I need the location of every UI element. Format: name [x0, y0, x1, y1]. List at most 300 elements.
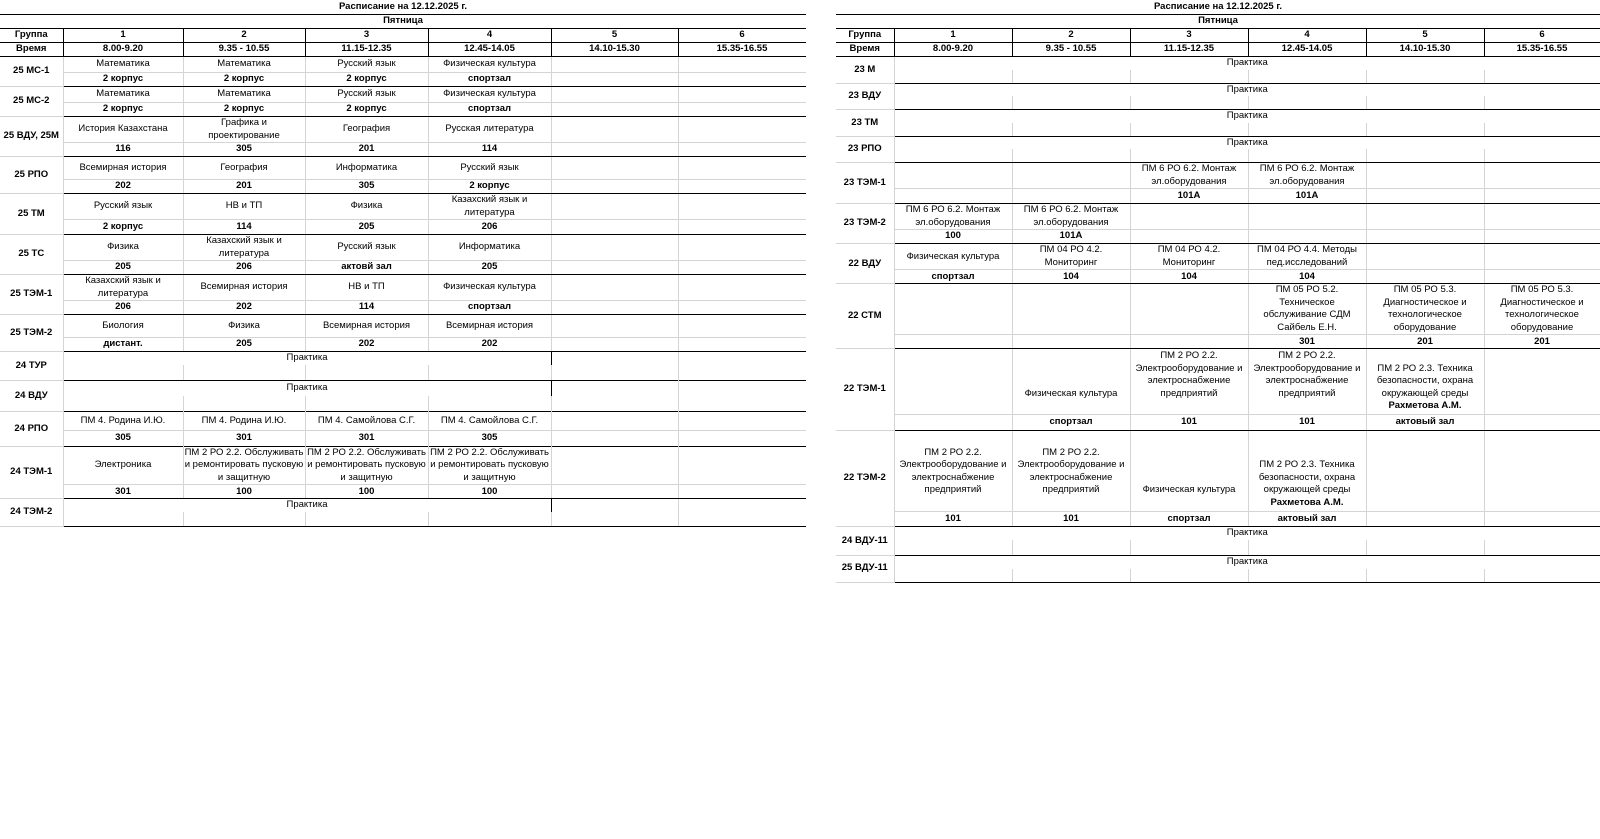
room-cell: [551, 430, 678, 446]
room-cell: [1484, 189, 1600, 204]
room-cell: [1366, 569, 1484, 583]
room-cell: 2 корпус: [63, 220, 183, 235]
room-cell: актовй зал: [305, 261, 428, 275]
group-name: 22 ТЭМ-1: [836, 349, 894, 431]
room-cell: [678, 485, 806, 499]
subject-cell: Всемирная история: [183, 275, 305, 301]
subject-cell: Всемирная история: [428, 315, 551, 338]
group-column-header: Группа: [836, 29, 894, 43]
room-cell: 101: [1012, 511, 1130, 527]
pair-number: 4: [428, 29, 551, 43]
room-cell: [678, 301, 806, 315]
room-cell: [63, 512, 183, 527]
room-row: [0, 430, 806, 446]
room-cell: [678, 103, 806, 117]
teacher-name: [1484, 497, 1600, 512]
room-cell: [894, 540, 1012, 556]
room-cell: [551, 301, 678, 315]
subject-cell: [894, 163, 1012, 189]
room-cell: [1012, 149, 1130, 163]
pair-time: 12.45-14.05: [428, 43, 551, 57]
room-cell: [551, 143, 678, 157]
room-cell: [1366, 540, 1484, 556]
subject-cell: [551, 235, 678, 261]
teacher-name: Рахметова А.М.: [1248, 497, 1366, 512]
room-row: [0, 301, 806, 315]
room-cell: спортзал: [1012, 415, 1130, 431]
room-cell: 301: [1248, 335, 1366, 349]
room-cell: спортзал: [428, 103, 551, 117]
room-cell: [183, 512, 305, 527]
room-cell: [1366, 230, 1484, 244]
pair-number: 2: [183, 29, 305, 43]
group-name: 25 ТМ: [0, 194, 63, 235]
subject-cell: [1366, 430, 1484, 497]
room-row: [0, 261, 806, 275]
room-cell: 101: [894, 511, 1012, 527]
time-column-header: Время: [836, 43, 894, 57]
subject-cell: ПМ 2 РО 2.2. Электрооборудование и электроснабжение предприятий: [1130, 349, 1248, 401]
pair-time: 11.15-12.35: [305, 43, 428, 57]
schedule-title: Расписание на 12.12.2025 г.: [836, 0, 1600, 15]
room-cell: 114: [183, 220, 305, 235]
room-cell: [1248, 569, 1366, 583]
sheet-gap: [806, 0, 836, 839]
room-cell: 206: [63, 301, 183, 315]
room-cell: 205: [183, 338, 305, 352]
room-cell: [894, 149, 1012, 163]
subject-cell: [894, 284, 1012, 335]
room-cell: 2 корпус: [183, 73, 305, 87]
room-cell: [551, 365, 678, 381]
subject-cell: [551, 57, 678, 73]
subject-cell: [678, 446, 806, 485]
room-row: [0, 338, 806, 352]
subject-cell: Математика: [63, 87, 183, 103]
room-cell: 114: [428, 143, 551, 157]
room-cell: [1248, 123, 1366, 137]
room-cell: 104: [1012, 270, 1130, 284]
practice-cell: Практика: [1226, 110, 1268, 122]
left-schedule-table: [0, 0, 807, 527]
room-cell: 100: [305, 485, 428, 499]
subject-cell: ПМ 05 РО 5.3. Диагностическое и технологическое оборудование: [1484, 284, 1600, 335]
room-cell: 301: [305, 430, 428, 446]
room-cell: 2 корпус: [428, 180, 551, 194]
room-cell: спортзал: [894, 270, 1012, 284]
subject-cell: [551, 117, 678, 143]
pair-time: 11.15-12.35: [1130, 43, 1248, 57]
subject-cell: [678, 411, 806, 430]
subject-cell: ПМ 4. Родина И.Ю.: [183, 411, 305, 430]
pair-time: 9.35 - 10.55: [183, 43, 305, 57]
group-name: 25 ТЭМ-2: [0, 315, 63, 352]
practice-cell: Практика: [1226, 136, 1268, 148]
subject-cell: Физика: [183, 315, 305, 338]
subject-cell: ПМ 4. Самойлова С.Г.: [305, 411, 428, 430]
subject-cell: Русский язык: [305, 235, 428, 261]
room-row: [836, 540, 1600, 556]
room-cell: [305, 512, 428, 527]
room-cell: 104: [1130, 270, 1248, 284]
group-name: 23 ТМ: [836, 110, 894, 137]
subject-cell: [1484, 163, 1600, 189]
teacher-name: Рахметова А.М.: [1366, 400, 1484, 415]
room-cell: [1130, 96, 1248, 110]
group-name: 25 ТЭМ-1: [0, 275, 63, 315]
teacher-name: [1012, 400, 1130, 415]
subject-cell: Электроника: [63, 446, 183, 485]
subject-cell: ПМ 6 РО 6.2. Монтаж эл.оборудования: [1130, 163, 1248, 189]
room-cell: [1130, 123, 1248, 137]
subject-cell: Русский язык: [305, 57, 428, 73]
subject-cell: [551, 275, 678, 301]
room-cell: [1130, 569, 1248, 583]
schedule-title: Расписание на 12.12.2025 г.: [0, 0, 806, 15]
room-cell: [1248, 149, 1366, 163]
pair-number: 5: [1366, 29, 1484, 43]
room-cell: 201: [1484, 335, 1600, 349]
group-name: 23 ТЭМ-2: [836, 204, 894, 244]
room-cell: 202: [183, 301, 305, 315]
subject-cell: [1484, 430, 1600, 497]
room-cell: [894, 70, 1012, 84]
room-cell: актовый зал: [1248, 511, 1366, 527]
practice-cell: Практика: [1226, 57, 1268, 68]
teacher-name: [1484, 400, 1600, 415]
subject-cell: Русский язык: [63, 194, 183, 220]
group-row: [836, 349, 1600, 401]
subject-cell: [678, 87, 806, 103]
time-column-header: Время: [0, 43, 63, 57]
room-row: [836, 96, 1600, 110]
room-cell: [551, 220, 678, 235]
left-schedule-sheet: [0, 0, 806, 527]
subject-cell: [1366, 244, 1484, 270]
room-cell: актовый зал: [1366, 415, 1484, 431]
subject-cell: [1012, 163, 1130, 189]
room-cell: [305, 365, 428, 381]
pair-number: 1: [894, 29, 1012, 43]
practice-cell: Практика: [63, 380, 551, 396]
pair-time: 14.10-15.30: [1366, 43, 1484, 57]
subject-cell: ПМ 2 РО 2.2. Обслуживать и ремонтировать пусковую и защитную: [183, 446, 305, 485]
practice-cell: Практика: [63, 352, 551, 365]
subject-cell: Информатика: [305, 157, 428, 180]
room-cell: [1366, 123, 1484, 137]
room-cell: [1484, 540, 1600, 556]
room-cell: [1012, 189, 1130, 204]
room-cell: [894, 415, 1012, 431]
room-cell: [1484, 569, 1600, 583]
subject-cell: [1012, 284, 1130, 335]
room-cell: 101: [1130, 415, 1248, 431]
subject-cell: ПМ 04 РО 4.2. Мониторинг: [1130, 244, 1248, 270]
subject-cell: ПМ 6 РО 6.2. Монтаж эл.оборудования: [1248, 163, 1366, 189]
room-cell: [1484, 149, 1600, 163]
room-cell: 305: [183, 143, 305, 157]
room-cell: [1012, 335, 1130, 349]
group-name: 24 ВДУ: [0, 380, 63, 411]
subject-cell: Всемирная история: [63, 157, 183, 180]
subject-cell: Физическая культура: [1130, 430, 1248, 497]
group-name: 24 ТЭМ-1: [0, 446, 63, 499]
subject-cell: ПМ 04 РО 4.4. Методы пед.исследований: [1248, 244, 1366, 270]
subject-cell: [1366, 204, 1484, 230]
subject-cell: [551, 315, 678, 338]
room-cell: [551, 261, 678, 275]
room-cell: [678, 143, 806, 157]
group-name: 23 ТЭМ-1: [836, 163, 894, 204]
room-cell: 101А: [1248, 189, 1366, 204]
teacher-name: [894, 400, 1012, 415]
subject-cell: Русский язык: [428, 157, 551, 180]
room-cell: 100: [183, 485, 305, 499]
room-row: [836, 70, 1600, 84]
teacher-name: [894, 497, 1012, 512]
room-cell: 206: [183, 261, 305, 275]
room-cell: [1366, 96, 1484, 110]
room-cell: [678, 73, 806, 87]
subject-cell: [551, 87, 678, 103]
group-name: 25 ВДУ, 25М: [0, 117, 63, 157]
subject-cell: ПМ 6 РО 6.2. Монтаж эл.оборудования: [894, 204, 1012, 230]
room-cell: [894, 189, 1012, 204]
subject-cell: Биология: [63, 315, 183, 338]
right-schedule-table: [836, 0, 1600, 583]
subject-cell: [551, 411, 678, 430]
group-name: 24 РПО: [0, 411, 63, 446]
room-row: [0, 73, 806, 87]
group-name: 24 ВДУ-11: [836, 527, 894, 556]
room-cell: [428, 512, 551, 527]
room-cell: 201: [305, 143, 428, 157]
subject-cell: Физическая культура: [1012, 349, 1130, 401]
room-cell: [1366, 149, 1484, 163]
teacher-name: [1130, 497, 1248, 512]
room-cell: 305: [428, 430, 551, 446]
subject-cell: ПМ 2 РО 2.2. Электрооборудование и электроснабжение предприятий: [1248, 349, 1366, 401]
subject-cell: География: [183, 157, 305, 180]
room-cell: 2 корпус: [305, 103, 428, 117]
subject-cell: Физическая культура: [894, 244, 1012, 270]
room-cell: 114: [305, 301, 428, 315]
room-cell: [305, 396, 428, 412]
subject-cell: Математика: [183, 87, 305, 103]
subject-cell: Математика: [63, 57, 183, 73]
room-cell: [1366, 70, 1484, 84]
room-cell: [1366, 270, 1484, 284]
subject-cell: ПМ 4. Родина И.Ю.: [63, 411, 183, 430]
subject-cell: НВ и ТП: [183, 194, 305, 220]
room-cell: [1130, 540, 1248, 556]
room-cell: [1248, 96, 1366, 110]
room-cell: [1130, 149, 1248, 163]
room-cell: спортзал: [1130, 511, 1248, 527]
subject-cell: [894, 349, 1012, 401]
room-row: [836, 335, 1600, 349]
room-row: [0, 143, 806, 157]
group-name: 23 РПО: [836, 136, 894, 163]
room-cell: [63, 365, 183, 381]
subject-cell: [1248, 204, 1366, 230]
room-row: [0, 512, 806, 527]
room-cell: [551, 180, 678, 194]
group-name: 24 ТУР: [0, 352, 63, 381]
group-name: 23 ВДУ: [836, 83, 894, 110]
subject-cell: ПМ 2 РО 2.3. Техника безопасности, охрана окружающей среды: [1248, 430, 1366, 497]
room-cell: [1248, 230, 1366, 244]
room-cell: [1248, 540, 1366, 556]
pair-time: 14.10-15.30: [551, 43, 678, 57]
room-cell: [1484, 96, 1600, 110]
room-cell: [894, 335, 1012, 349]
pair-time: 8.00-9.20: [894, 43, 1012, 57]
group-name: 24 ТЭМ-2: [0, 499, 63, 527]
room-row: [836, 511, 1600, 527]
room-cell: [1012, 96, 1130, 110]
teacher-name: [1366, 497, 1484, 512]
room-row: [0, 485, 806, 499]
day-of-week: Пятница: [836, 15, 1600, 29]
subject-cell: Графика и проектирование: [183, 117, 305, 143]
room-cell: 205: [63, 261, 183, 275]
room-cell: [1484, 511, 1600, 527]
subject-cell: Казахский язык и литература: [428, 194, 551, 220]
subject-cell: ПМ 05 РО 5.3. Диагностическое и технологическое оборудование: [1366, 284, 1484, 335]
room-cell: [428, 396, 551, 412]
room-cell: [1248, 70, 1366, 84]
room-cell: 205: [428, 261, 551, 275]
room-cell: [63, 396, 183, 412]
room-cell: спортзал: [428, 73, 551, 87]
group-name: 25 ВДУ-11: [836, 555, 894, 582]
pair-number: 6: [1484, 29, 1600, 43]
room-row: [836, 270, 1600, 284]
subject-cell: ПМ 6 РО 6.2. Монтаж эл.оборудования: [1012, 204, 1130, 230]
room-cell: 2 корпус: [183, 103, 305, 117]
day-of-week: Пятница: [0, 15, 806, 29]
room-cell: [1484, 270, 1600, 284]
subject-cell: Физика: [305, 194, 428, 220]
room-cell: [428, 365, 551, 381]
room-cell: [551, 512, 678, 527]
pair-time: 15.35-16.55: [1484, 43, 1600, 57]
room-cell: [1130, 230, 1248, 244]
room-row: [836, 123, 1600, 137]
teacher-name: [1248, 400, 1366, 415]
room-cell: 101: [1248, 415, 1366, 431]
room-cell: 201: [183, 180, 305, 194]
room-cell: 101А: [1012, 230, 1130, 244]
room-cell: [678, 365, 806, 381]
subject-cell: Всемирная история: [305, 315, 428, 338]
room-cell: 101А: [1130, 189, 1248, 204]
group-name: 22 ВДУ: [836, 244, 894, 284]
room-cell: [678, 180, 806, 194]
group-row: [836, 430, 1600, 497]
subject-cell: [678, 57, 806, 73]
subject-cell: Русская литература: [428, 117, 551, 143]
subject-cell: [678, 275, 806, 301]
room-row: [836, 230, 1600, 244]
room-row: [836, 569, 1600, 583]
room-cell: [1012, 540, 1130, 556]
room-cell: 305: [305, 180, 428, 194]
subject-cell: Физическая культура: [428, 275, 551, 301]
room-cell: [678, 512, 806, 527]
subject-cell: История Казахстана: [63, 117, 183, 143]
room-row: [0, 103, 806, 117]
subject-cell: [1130, 284, 1248, 335]
pair-time: 8.00-9.20: [63, 43, 183, 57]
room-cell: [183, 365, 305, 381]
subject-cell: ПМ 2 РО 2.2. Электрооборудование и электроснабжение предприятий: [894, 430, 1012, 497]
subject-cell: [1484, 349, 1600, 401]
subject-cell: [1484, 204, 1600, 230]
practice-cell: Практика: [1226, 83, 1268, 95]
subject-cell: [678, 315, 806, 338]
room-cell: 116: [63, 143, 183, 157]
group-name: 25 ТС: [0, 235, 63, 275]
pair-number: 3: [1130, 29, 1248, 43]
room-cell: 100: [428, 485, 551, 499]
pair-time: 15.35-16.55: [678, 43, 806, 57]
subject-cell: [1484, 244, 1600, 270]
subject-cell: [1130, 204, 1248, 230]
practice-cell: Практика: [63, 499, 551, 512]
room-row: [836, 149, 1600, 163]
group-column-header: Группа: [0, 29, 63, 43]
room-cell: 301: [183, 430, 305, 446]
subject-cell: Физика: [63, 235, 183, 261]
group-name: 22 СТМ: [836, 284, 894, 349]
subject-cell: [678, 117, 806, 143]
room-cell: [678, 220, 806, 235]
group-name: 23 М: [836, 57, 894, 84]
room-cell: [1130, 70, 1248, 84]
room-cell: [678, 396, 806, 412]
subject-cell: Русский язык: [305, 87, 428, 103]
practice-cell: Практика: [1226, 555, 1268, 567]
subject-cell: Информатика: [428, 235, 551, 261]
room-cell: [551, 103, 678, 117]
group-name: 25 МС-2: [0, 87, 63, 117]
subject-cell: [1366, 163, 1484, 189]
subject-cell: [551, 157, 678, 180]
room-cell: [894, 123, 1012, 137]
room-cell: 2 корпус: [63, 103, 183, 117]
room-cell: [1484, 230, 1600, 244]
subject-cell: [551, 446, 678, 485]
room-row: [836, 189, 1600, 204]
subject-cell: [678, 157, 806, 180]
room-row: [0, 396, 806, 412]
subject-cell: [678, 194, 806, 220]
room-cell: [678, 261, 806, 275]
room-cell: [678, 338, 806, 352]
subject-cell: ПМ 2 РО 2.2. Электрооборудование и электроснабжение предприятий: [1012, 430, 1130, 497]
group-name: 25 МС-1: [0, 57, 63, 87]
room-cell: 100: [894, 230, 1012, 244]
room-cell: 305: [63, 430, 183, 446]
teacher-name: [1012, 497, 1130, 512]
room-row: [836, 415, 1600, 431]
room-cell: [1366, 189, 1484, 204]
room-cell: 202: [305, 338, 428, 352]
room-cell: [551, 485, 678, 499]
room-cell: [551, 338, 678, 352]
